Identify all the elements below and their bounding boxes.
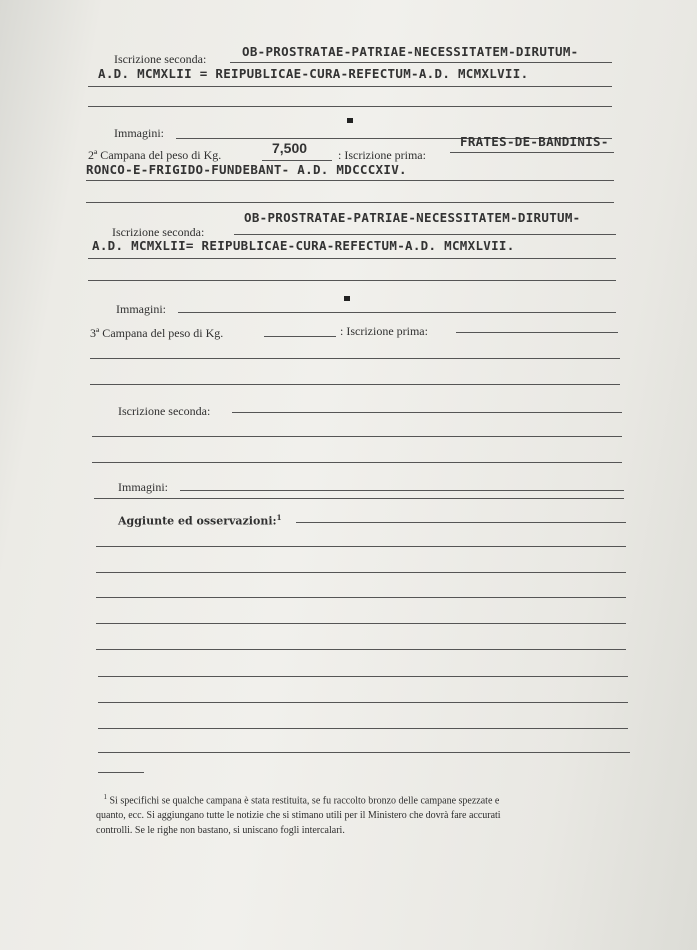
form-rule xyxy=(180,490,624,491)
form-rule xyxy=(92,462,622,463)
campana-3-label: 3ª Campana del peso di Kg. xyxy=(90,326,224,340)
form-rule xyxy=(262,160,332,161)
form-rule xyxy=(98,676,628,677)
form-rule xyxy=(88,86,612,87)
iscrizione-seconda-2-text-line1: OB-PROSTRATAE-PATRIAE-NECESSITATEM-DIRUTUM- xyxy=(244,210,581,225)
form-rule xyxy=(450,152,614,153)
form-rule xyxy=(90,358,620,359)
form-rule xyxy=(88,106,612,107)
form-rule xyxy=(96,597,626,598)
iscrizione-seconda-2-text-line2: A.D. MCMXLII= REIPUBLICAE-CURA-REFECTUM-A.D. MCMXLVII. xyxy=(92,238,515,253)
ink-mark xyxy=(344,296,350,301)
form-rule xyxy=(98,702,628,703)
form-rule xyxy=(264,336,336,337)
iscrizione-prima-text-line1: FRATES-DE-BANDINIS- xyxy=(460,134,609,149)
footnote-separator xyxy=(98,772,144,773)
iscrizione-seconda-text-line2: A.D. MCMXLII = REIPUBLICAE-CURA-REFECTUM-A.D. MCMXLVII. xyxy=(98,66,529,81)
form-rule xyxy=(234,234,616,235)
iscrizione-prima-label: : Iscrizione prima: xyxy=(338,148,426,162)
form-rule xyxy=(88,258,616,259)
form-rule xyxy=(98,752,630,753)
form-rule xyxy=(230,62,612,63)
iscrizione-seconda-2-label: Iscrizione seconda: xyxy=(112,225,205,239)
iscrizione-prima-text-line2: RONCO-E-FRIGIDO-FUNDEBANT- A.D. MDCCCXIV. xyxy=(86,162,407,177)
iscrizione-seconda-3-label: Iscrizione seconda: xyxy=(118,404,211,418)
campana-2-peso: 7,500 xyxy=(272,140,308,156)
ink-mark xyxy=(347,118,353,123)
form-rule xyxy=(86,180,614,181)
form-rule xyxy=(92,436,622,437)
form-rule xyxy=(98,728,628,729)
form-rule xyxy=(90,384,620,385)
footnote xyxy=(96,790,656,838)
form-rule xyxy=(96,649,626,650)
form-rule xyxy=(86,202,614,203)
form-rule xyxy=(296,522,626,523)
form-rule xyxy=(456,332,618,333)
iscrizione-prima-3-label: : Iscrizione prima: xyxy=(340,324,428,338)
form-rule xyxy=(96,546,626,547)
footnote-line-1: $^1$ Si specifichi se qualche campana è stata restituita, se fu raccolto bronzo delle campane spezzate e xyxy=(103,793,500,807)
iscrizione-seconda-label: Iscrizione seconda: xyxy=(114,52,207,66)
form-rule xyxy=(94,498,624,499)
iscrizione-seconda-text-line1: OB-PROSTRATAE-PATRIAE-NECESSITATEM-DIRUTUM- xyxy=(242,44,579,59)
form-rule xyxy=(178,312,616,313)
footnote-line-2: quanto, ecc. Si aggiungano tutte le notizie che si stimano utili per il Ministero che dovrà fare accurati xyxy=(96,810,501,822)
immagini-3-label: Immagini: xyxy=(118,480,168,494)
aggiunte-label: Aggiunte ed osservazioni:$^1$ xyxy=(118,513,282,528)
campana-2-label: 2ª Campana del peso di Kg. xyxy=(88,148,222,162)
form-rule xyxy=(96,623,626,624)
form-rule xyxy=(96,572,626,573)
form-rule xyxy=(88,280,616,281)
footnote-line-3: controlli. Se le righe non bastano, si uniscano fogli intercalari. xyxy=(96,825,345,837)
form-rule xyxy=(232,412,622,413)
immagini-label: Immagini: xyxy=(114,126,164,140)
immagini-2-label: Immagini: xyxy=(116,302,166,316)
